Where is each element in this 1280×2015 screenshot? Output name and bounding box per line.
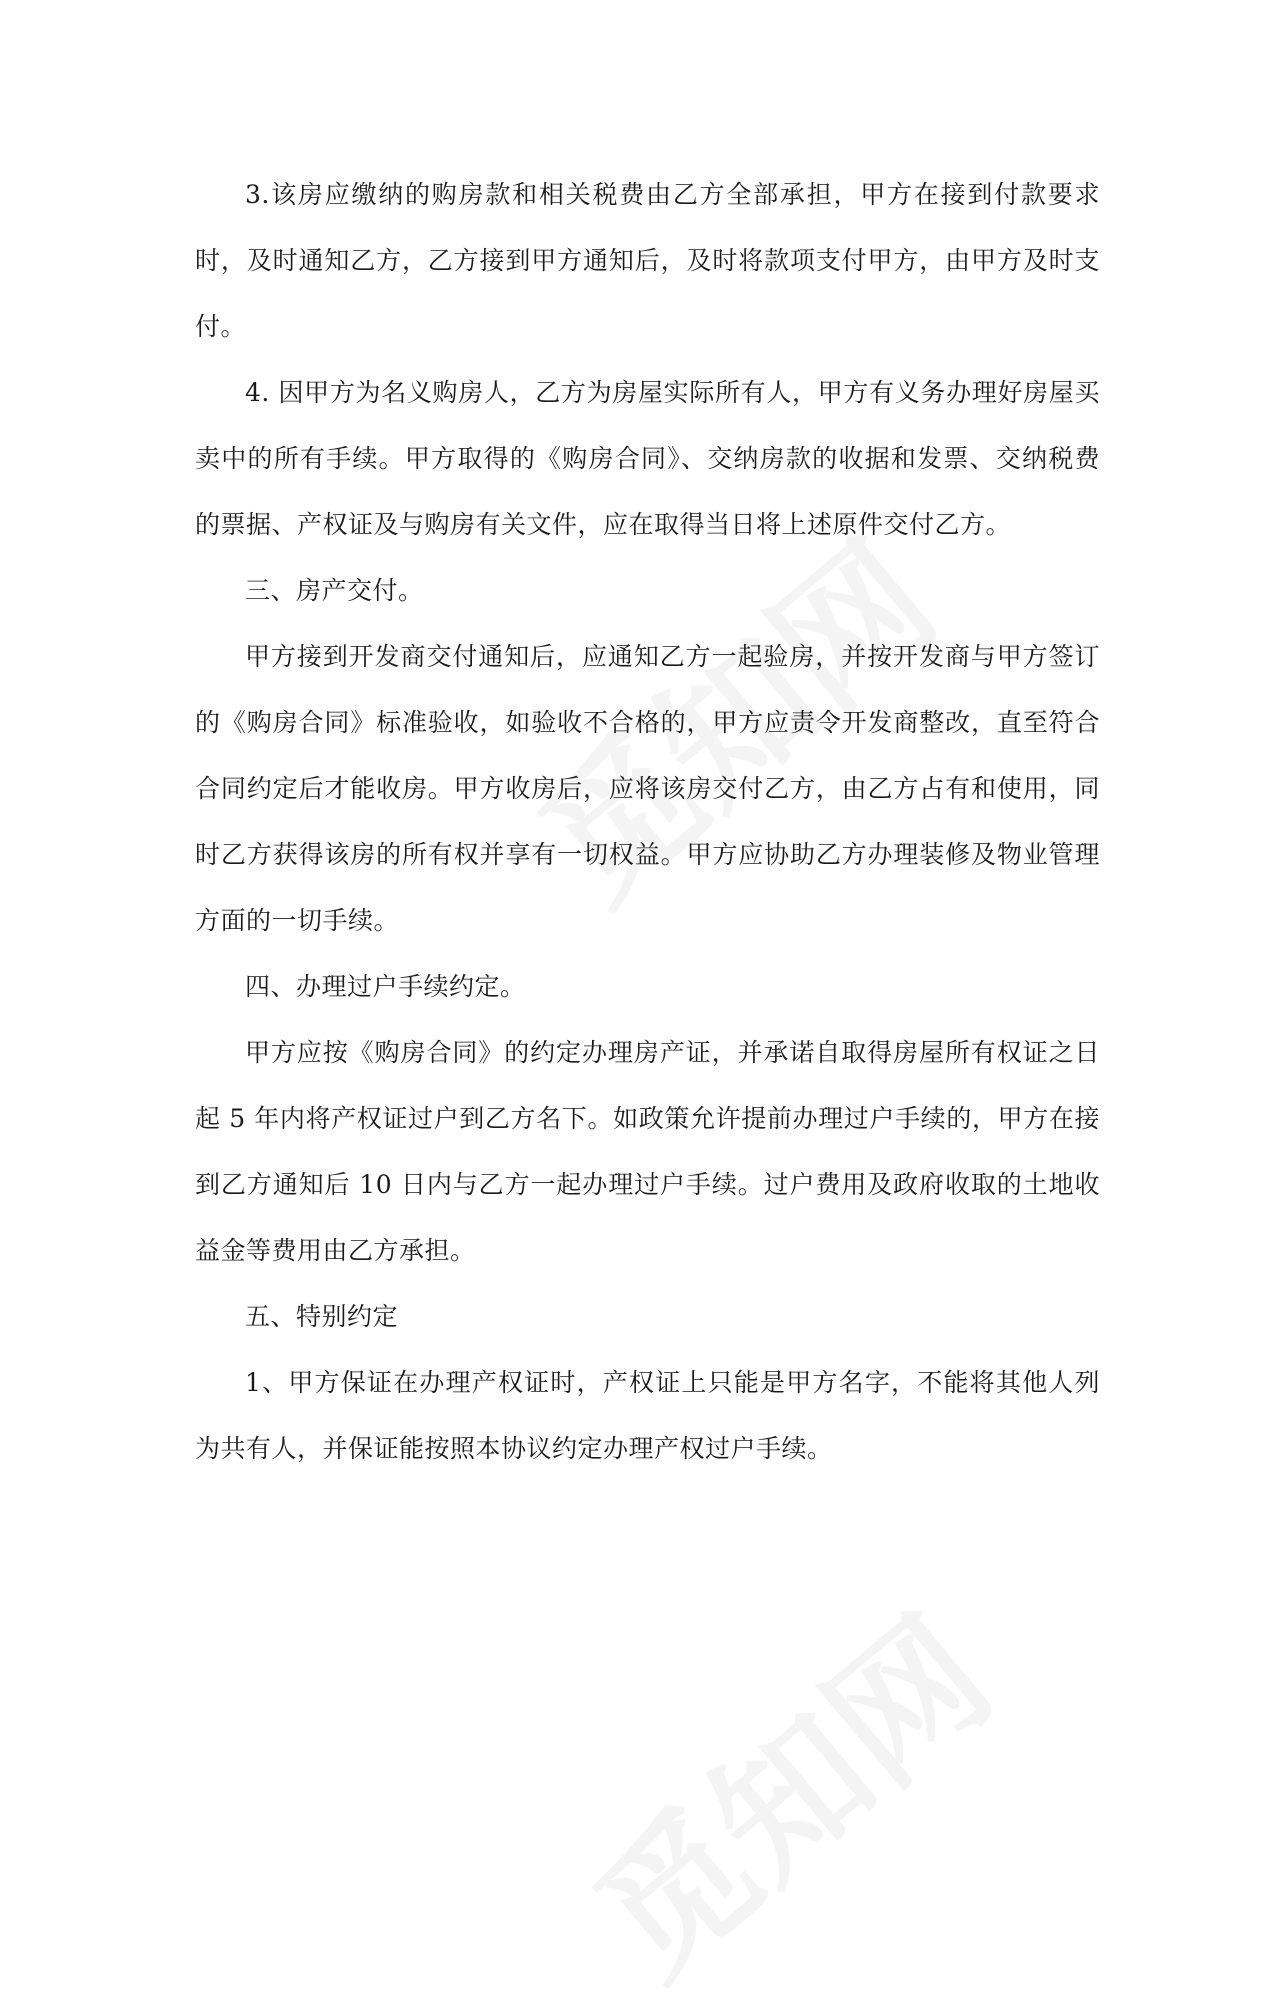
paragraph-transfer-clause: 甲方应按《购房合同》的约定办理房产证，并承诺自取得房屋所有权证之日起 5 年内将产权证过户到乙方名下。如政策允许提前办理过户手续的，甲方在接到乙方通知后 10 日内与乙方一起办理过户手续。过户费用及政府收取的土地收益金等费用由乙方承担。 bbox=[195, 1038, 1100, 1265]
section-heading-handover: 三、房产交付。 bbox=[245, 576, 424, 605]
section-heading-special: 五、特别约定 bbox=[245, 1302, 399, 1331]
paragraph-nominal-buyer-clause: 4. 因甲方为名义购房人，乙方为房屋实际所有人，甲方有义务办理好房屋买卖中的所有手续。甲方取得的《购房合同》、交纳房款的收据和发票、交纳税费的票据、产权证及与购房有关文件，应在取得当日将上述原件交付乙方。 bbox=[195, 378, 1100, 539]
section-heading-transfer: 四、办理过户手续约定。 bbox=[245, 972, 526, 1001]
paragraph-handover-clause: 甲方接到开发商交付通知后，应通知乙方一起验房，并按开发商与甲方签订的《购房合同》标准验收，如验收不合格的，甲方应责令开发商整改，直至符合合同约定后才能收房。甲方收房后，应将该房交付乙方，由乙方占有和使用，同时乙方获得该房的所有权并享有一切权益。甲方应协助乙方办理装修及物业管理方面的一切手续。 bbox=[195, 642, 1100, 935]
paragraph-special-clause-1: 1、甲方保证在办理产权证时，产权证上只能是甲方名字，不能将其他人列为共有人，并保证能按照本协议约定办理产权过户手续。 bbox=[195, 1368, 1100, 1463]
watermark-bottom bbox=[543, 1561, 1027, 2015]
paragraph-payment-clause: 3.该房应缴纳的购房款和相关税费由乙方全部承担，甲方在接到付款要求时，及时通知乙方，乙方接到甲方通知后，及时将款项支付甲方，由甲方及时支付。 bbox=[195, 180, 1100, 341]
document-body bbox=[195, 162, 1100, 1482]
